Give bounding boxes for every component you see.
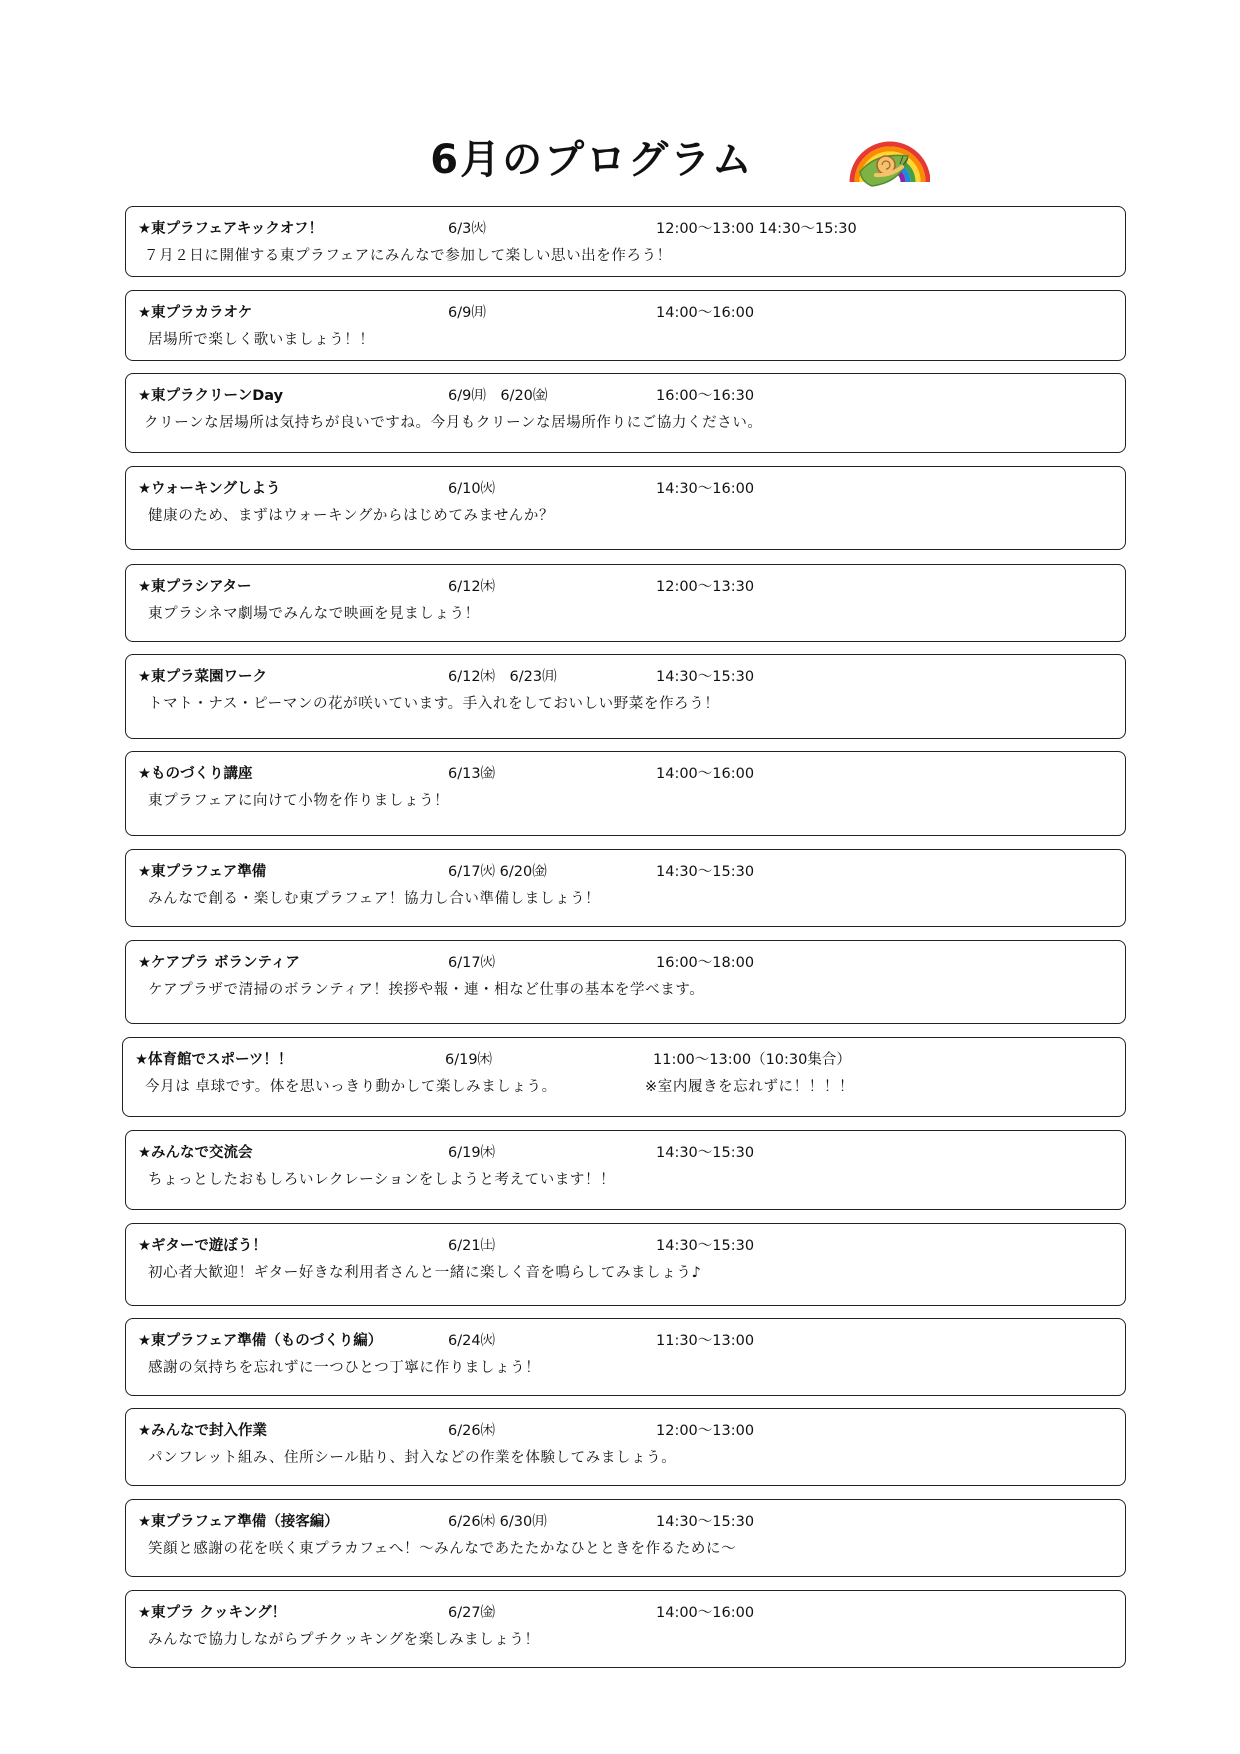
program-description: 東プラフェアに向けて小物を作りましょう！: [148, 793, 450, 809]
program-card: [125, 849, 1126, 927]
program-header-row: [126, 217, 1125, 239]
program-name: ★みんなで封入作業: [138, 1423, 267, 1439]
program-card: [125, 1499, 1126, 1577]
program-description: ちょっとしたおもしろいレクレーションをしようと考えています！！: [148, 1172, 616, 1188]
program-description: みんなで創る・楽しむ東プラフェア！協力し合い準備しましょう！: [148, 891, 601, 907]
program-description: ケアプラザで清掃のボランティア！挨拶や報・連・相など仕事の基本を学べます。: [148, 982, 705, 998]
program-date: 6/12㈭ 6/23㈪: [448, 669, 557, 685]
program-card: [125, 373, 1126, 453]
program-date: 6/19㈭: [445, 1052, 493, 1068]
program-description: トマト・ナス・ピーマンの花が咲いています。手入れをしておいしい野菜を作ろう！: [148, 696, 720, 712]
program-date: 6/26㈭: [448, 1423, 496, 1439]
program-description: 今月は 卓球です。体を思いっきり動かして楽しみましょう。: [145, 1079, 557, 1095]
program-date: 6/9㈪: [448, 305, 486, 321]
program-date: 6/13㈮: [448, 766, 496, 782]
program-header-row: [123, 1048, 1125, 1070]
program-description: パンフレット組み、住所シール貼り、封入などの作業を体験してみましょう。: [148, 1450, 677, 1466]
program-date: 6/12㈭: [448, 579, 496, 595]
program-date: 6/21㈯: [448, 1238, 496, 1254]
rainbow-snail-icon: [846, 120, 930, 190]
program-description: 東プラシネマ劇場でみんなで映画を見ましょう！: [148, 606, 480, 622]
program-card: [122, 1037, 1126, 1117]
program-name: ★ケアプラ ボランティア: [138, 955, 300, 971]
program-card: [125, 290, 1126, 361]
program-header-row: [126, 301, 1125, 323]
program-card: [125, 564, 1126, 642]
page-title-text: 6月のプログラム: [430, 137, 754, 183]
program-time: 14:00～16:00: [656, 305, 755, 321]
program-name: ★東プラフェア準備（接客編）: [138, 1514, 339, 1530]
program-header-row: [126, 665, 1125, 687]
program-date: 6/17㈫ 6/20㈮: [448, 864, 547, 880]
program-description: 初心者大歓迎！ギター好きな利用者さんと一緒に楽しく音を鳴らしてみましょう♪: [148, 1265, 702, 1281]
program-time: 16:00～16:30: [656, 388, 755, 404]
program-header-row: [126, 1510, 1125, 1532]
program-name: ★東プラ菜園ワーク: [138, 669, 267, 685]
program-time: 16:00～18:00: [656, 955, 755, 971]
program-header-row: [126, 860, 1125, 882]
program-card: [125, 1590, 1126, 1668]
program-time: 12:00～13:00: [656, 1423, 755, 1439]
program-name: ★みんなで交流会: [138, 1145, 253, 1161]
program-date: 6/27㈮: [448, 1605, 496, 1621]
program-header-row: [126, 477, 1125, 499]
program-name: ★東プラ クッキング！: [138, 1605, 287, 1621]
program-card: [125, 466, 1126, 550]
program-card: [125, 1130, 1126, 1210]
program-time: 14:00～16:00: [656, 766, 755, 782]
program-time: 14:30～15:30: [656, 1238, 755, 1254]
program-header-row: [126, 951, 1125, 973]
program-time: 14:30～15:30: [656, 669, 755, 685]
program-name: ★東プラフェア準備（ものづくり編）: [138, 1333, 383, 1349]
program-card: [125, 940, 1126, 1024]
program-name: ★ものづくり講座: [138, 766, 253, 782]
program-time: 11:30～13:00: [656, 1333, 755, 1349]
program-header-row: [126, 1419, 1125, 1441]
program-header-row: [126, 1141, 1125, 1163]
program-description: 笑顔と感謝の花を咲く東プラカフェへ！～みんなであたたかなひとときを作るために～: [148, 1541, 737, 1557]
program-header-row: [126, 384, 1125, 406]
program-description: みんなで協力しながらプチクッキングを楽しみましょう！: [148, 1632, 540, 1648]
program-date: 6/3㈫: [448, 221, 486, 237]
program-time: 14:30～15:30: [656, 1145, 755, 1161]
program-card: [125, 654, 1126, 739]
program-header-row: [126, 1234, 1125, 1256]
program-date: 6/9㈪ 6/20㈮: [448, 388, 548, 404]
program-date: 6/24㈫: [448, 1333, 496, 1349]
program-description: 居場所で楽しく歌いましょう！！: [148, 332, 375, 348]
program-time: 14:30～15:30: [656, 1514, 755, 1530]
program-name: ★東プラクリーンDay: [138, 388, 284, 404]
program-header-row: [126, 762, 1125, 784]
program-note: ※室内履きを忘れずに！！！！: [645, 1079, 855, 1095]
program-time: 14:30～15:30: [656, 864, 755, 880]
program-date: 6/17㈫: [448, 955, 496, 971]
program-card: [125, 1223, 1126, 1306]
program-card: [125, 751, 1126, 836]
page-title: [0, 128, 1240, 185]
program-date: 6/10㈫: [448, 481, 496, 497]
program-header-row: [126, 1601, 1125, 1623]
program-description: 健康のため、まずはウォーキングからはじめてみませんか？: [148, 508, 555, 524]
program-name: ★ウォーキングしよう: [138, 481, 281, 497]
program-date: 6/19㈭: [448, 1145, 496, 1161]
program-name: ★東プラカラオケ: [138, 305, 253, 321]
program-header-row: [126, 575, 1125, 597]
program-description: 感謝の気持ちを忘れずに一つひとつ丁寧に作りましょう！: [148, 1360, 541, 1376]
program-time: 14:00～16:00: [656, 1605, 755, 1621]
program-name: ★東プラシアター: [138, 579, 252, 595]
program-name: ★東プラフェアキックオフ！: [138, 221, 323, 237]
program-description: クリーンな居場所は気持ちが良いですね。今月もクリーンな居場所作りにご協力ください。: [144, 415, 763, 431]
program-name: ★ギターで遊ぼう！: [138, 1238, 267, 1254]
program-card: [125, 1318, 1126, 1396]
program-time: 14:30～16:00: [656, 481, 755, 497]
program-name: ★東プラフェア準備: [138, 864, 267, 880]
program-card: [125, 206, 1126, 277]
program-name: ★体育館でスポーツ！！: [135, 1052, 293, 1068]
program-time: 12:00～13:30: [656, 579, 755, 595]
program-date: 6/26㈭ 6/30㈪: [448, 1514, 547, 1530]
program-description: ７月２日に開催する東プラフェアにみんなで参加して楽しい思い出を作ろう！: [144, 248, 672, 264]
program-time: 12:00～13:00 14:30～15:30: [656, 221, 857, 237]
program-card: [125, 1408, 1126, 1486]
program-time: 11:00～13:00（10:30集合）: [653, 1052, 851, 1068]
program-header-row: [126, 1329, 1125, 1351]
